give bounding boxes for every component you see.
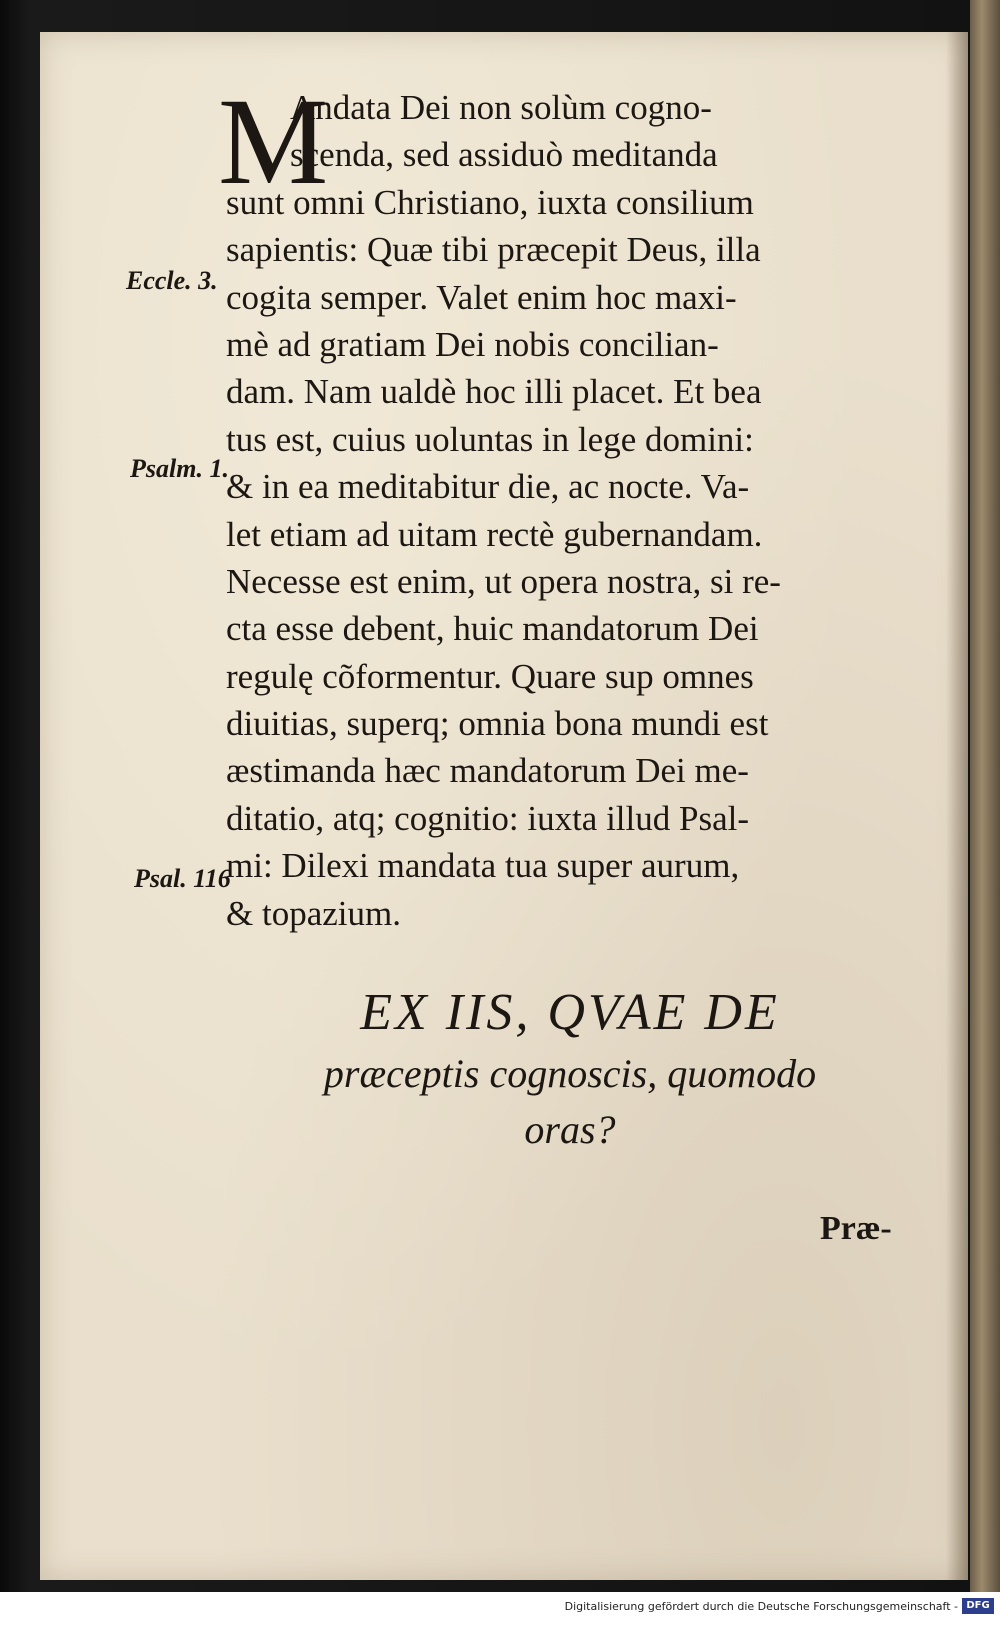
text-line: & topazium. [226, 893, 401, 933]
text-line: Necesse est enim, ut opera nostra, si re‐ [226, 561, 781, 601]
body-text [226, 84, 896, 937]
heading-line-2: præceptis cognoscis, quomodo [323, 1051, 817, 1096]
text-line: æstimanda hæc mandatorum Dei me‐ [226, 751, 749, 791]
text-line: let etiam ad uitam rectè gubernandam. [226, 514, 763, 554]
text-line: mi: Dilexi mandata tua super aurum, [226, 846, 740, 886]
text-line: regulę cõformentur. Quare sup omnes [226, 656, 754, 696]
text-line: dam. Nam ualdè hoc illi placet. Et bea [226, 372, 762, 412]
marginal-note-psalm: Psalm. 1. [130, 454, 229, 483]
dfg-logo: DFG [962, 1598, 994, 1614]
text-line: & in ea meditabitur die, ac nocte. Va‐ [226, 467, 750, 507]
drop-cap-initial: M [218, 73, 329, 210]
text-line: diuitias, superq; omnia bona mundi est [226, 704, 769, 744]
catchword: Præ‐ [820, 1210, 892, 1247]
marginal-note-eccle: Eccle. 3. [126, 266, 218, 295]
text-line: ditatio, atq; cognitio: iuxta illud Psal‐ [226, 798, 750, 838]
text-line: tus est, cuius uoluntas in lege domini: [226, 419, 754, 459]
footer-credit: Digitalisierung gefördert durch die Deutsche Forschungsgemeinschaft - [564, 1600, 958, 1613]
heading-line-1: EX IIS, QVAE DE [360, 984, 780, 1041]
text-line: cta esse debent, huic mandatorum Dei [226, 609, 759, 649]
text-line: scenda, sed assiduò meditanda [290, 135, 718, 175]
section-heading [200, 980, 940, 1158]
book-edge [970, 0, 1000, 1592]
text-line: sapientis: Quæ tibi præcepit Deus, illa [226, 230, 761, 270]
text-line: mè ad gratiam Dei nobis concilian‐ [226, 324, 719, 364]
text-line: Andata Dei non solùm cogno‐ [290, 88, 712, 127]
heading-line-3: oras? [524, 1107, 616, 1152]
text-line: cogita semper. Valet enim hoc maxi‐ [226, 277, 737, 317]
marginal-note-psal: Psal. 116 [134, 864, 231, 893]
footer-bar [0, 1592, 1000, 1625]
text-line: sunt omni Christiano, iuxta consilium [226, 182, 754, 222]
